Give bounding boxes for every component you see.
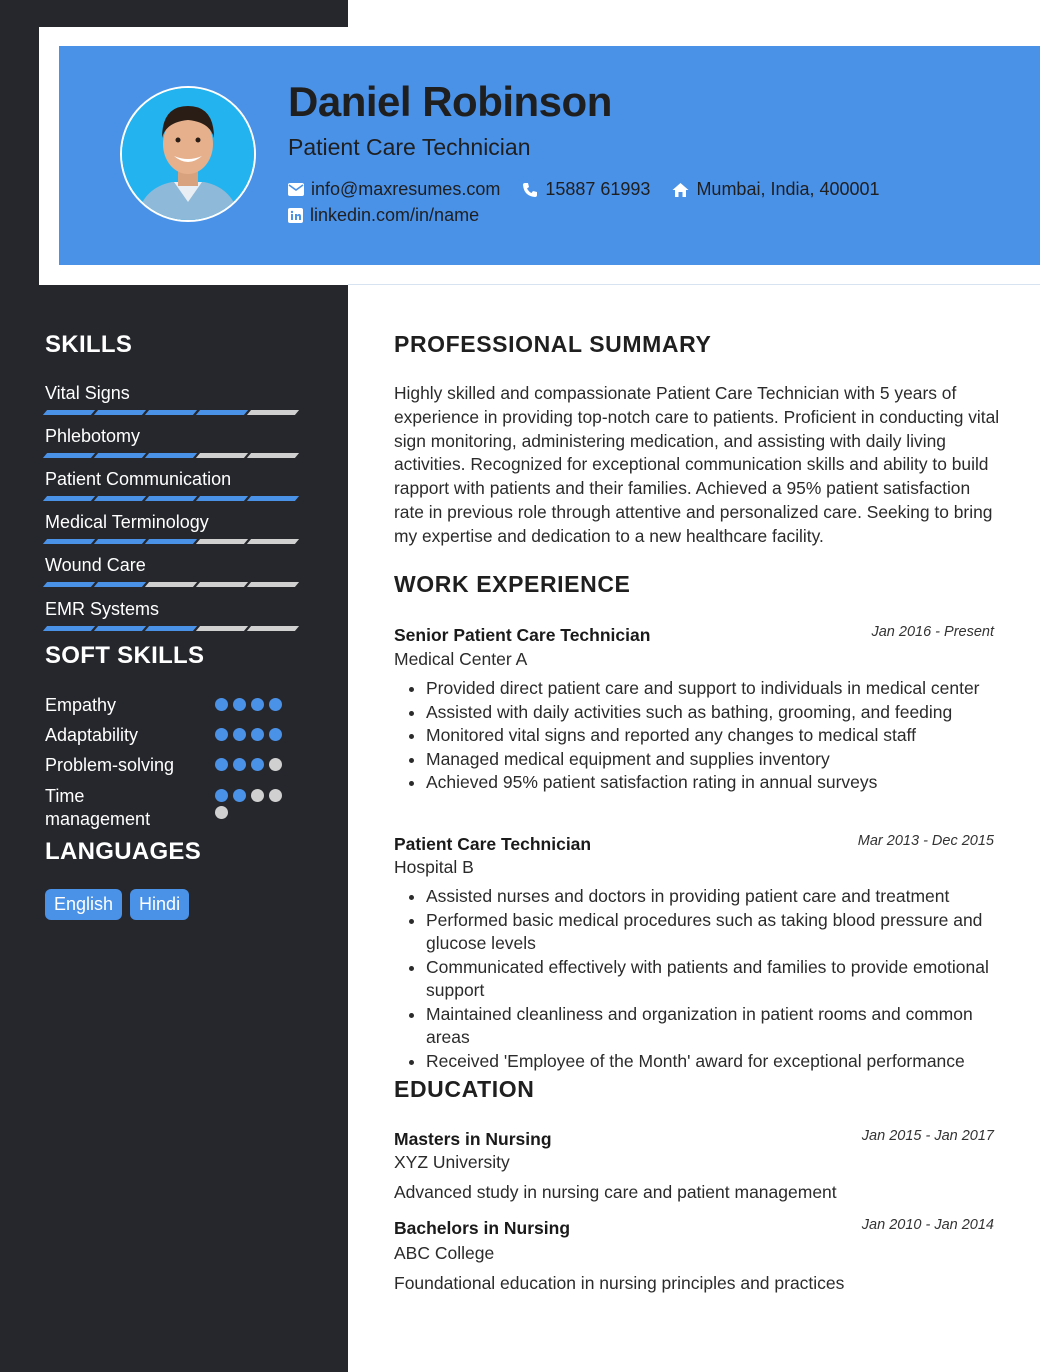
skill-level-segment: [43, 539, 95, 544]
education-description: Advanced study in nursing care and patient management: [394, 1182, 837, 1202]
soft-skill-dot: [215, 789, 228, 802]
skill-level-segment: [196, 453, 248, 458]
job-bullets: [394, 677, 994, 795]
soft-skill-dots: [215, 789, 295, 823]
skill-level-bars: [45, 496, 297, 501]
soft-skill-dot: [233, 789, 246, 802]
soft-skill-dot: [233, 728, 246, 741]
education-description: Foundational education in nursing principles and practices: [394, 1273, 845, 1293]
phone-icon: [522, 182, 538, 198]
skill-item: [45, 512, 301, 533]
skill-level-bars: [45, 453, 297, 458]
home-icon: [672, 182, 689, 197]
header-divider: [348, 284, 1040, 285]
soft-skill-dots: [215, 698, 295, 715]
job-organization: Medical Center A: [394, 649, 528, 669]
skill-name: Medical Terminology: [45, 512, 209, 532]
education-degree: Masters in Nursing: [394, 1129, 552, 1149]
skill-level-segment: [247, 453, 299, 458]
skill-level-segment: [247, 410, 299, 415]
soft-skill-dot: [269, 758, 282, 771]
linkedin-icon: [288, 208, 303, 223]
soft-skill-dots: [215, 728, 295, 745]
job-bullet: • Assisted with daily activities such as bathing, grooming, and feeding: [426, 701, 994, 725]
job-bullet: • Provided direct patient care and support to individuals in medical center: [426, 677, 994, 701]
education-title: EDUCATION: [394, 1076, 535, 1102]
skill-level-segment: [43, 410, 95, 415]
skill-level-segment: [247, 626, 299, 631]
soft-skill-dot: [215, 806, 228, 819]
skill-level-segment: [145, 539, 197, 544]
job-date: Mar 2013 - Dec 2015: [857, 833, 994, 849]
job-bullet: • Assisted nurses and doctors in providing patient care and treatment: [426, 885, 994, 909]
skill-name: Patient Communication: [45, 469, 232, 489]
avatar: [120, 86, 256, 222]
skill-level-segment: [94, 582, 146, 587]
soft-skill-dot: [269, 698, 282, 711]
contact-linkedin-text: linkedin.com/in/name: [310, 205, 480, 225]
contact-phone[interactable]: [522, 179, 650, 200]
job-bullet: • Communicated effectively with patients and families to provide emotional support: [426, 956, 994, 1003]
contact-linkedin[interactable]: [288, 205, 479, 226]
skill-level-segment: [247, 582, 299, 587]
soft-skill-name: Adaptability: [45, 725, 139, 745]
soft-skill-dot: [215, 728, 228, 741]
avatar-portrait-icon: [122, 88, 254, 220]
contact-row: [288, 179, 902, 200]
skill-level-segment: [94, 410, 146, 415]
skill-name: Vital Signs: [45, 383, 130, 403]
soft-skills-title: SOFT SKILLS: [45, 642, 205, 669]
skill-item: [45, 599, 301, 620]
soft-skill-dot: [251, 758, 264, 771]
skill-level-segment: [43, 626, 95, 631]
job-bullet: • Managed medical equipment and supplies inventory: [426, 748, 994, 772]
summary-title: PROFESSIONAL SUMMARY: [394, 331, 712, 357]
soft-skill-dot: [233, 698, 246, 711]
contact-address-text: Mumbai, India, 400001: [696, 179, 880, 199]
education-school: XYZ University: [394, 1152, 510, 1172]
contact-row-2: [288, 205, 501, 226]
skill-level-segment: [43, 582, 95, 587]
skill-name: Phlebotomy: [45, 426, 141, 446]
soft-skill-name: Empathy: [45, 695, 117, 715]
skill-level-segment: [196, 410, 248, 415]
skill-level-segment: [196, 539, 248, 544]
skill-level-bars: [45, 582, 297, 587]
soft-skill-dot: [251, 728, 264, 741]
education-date: Jan 2015 - Jan 2017: [861, 1128, 994, 1144]
language-badge: Hindi: [130, 889, 189, 920]
skill-level-segment: [94, 496, 146, 501]
skill-item: [45, 383, 301, 404]
soft-skill-dots: [215, 758, 295, 775]
skill-level-segment: [145, 496, 197, 501]
job-bullet: • Performed basic medical procedures such as taking blood pressure and glucose levels: [426, 909, 994, 956]
job-title: Senior Patient Care Technician: [394, 625, 651, 645]
contact-email-text: info@maxresumes.com: [311, 179, 501, 199]
skill-level-segment: [43, 453, 95, 458]
skill-item: [45, 555, 301, 576]
job-bullets: [394, 885, 994, 1073]
skill-level-segment: [43, 496, 95, 501]
candidate-name: Daniel Robinson: [288, 78, 612, 125]
skill-level-segment: [145, 453, 197, 458]
education-school: ABC College: [394, 1243, 495, 1263]
skill-level-segment: [94, 539, 146, 544]
languages-title: LANGUAGES: [45, 838, 202, 865]
languages-list: [45, 889, 189, 920]
soft-skill-name: Time management: [45, 786, 151, 829]
skill-level-segment: [145, 582, 197, 587]
soft-skill-dot: [251, 789, 264, 802]
soft-skill-dot: [251, 698, 264, 711]
soft-skill-dot: [269, 789, 282, 802]
soft-skill-dot: [233, 758, 246, 771]
contact-email[interactable]: [288, 179, 500, 200]
job-bullet: • Monitored vital signs and reported any changes to medical staff: [426, 724, 994, 748]
skill-level-segment: [145, 410, 197, 415]
skill-level-segment: [247, 496, 299, 501]
soft-skill-name: Problem-solving: [45, 755, 175, 775]
skill-level-bars: [45, 539, 297, 544]
skill-item: [45, 426, 301, 447]
candidate-role: Patient Care Technician: [288, 134, 531, 160]
job-title: Patient Care Technician: [394, 834, 592, 854]
skill-level-segment: [145, 626, 197, 631]
contact-phone-text: 15887 61993: [545, 179, 651, 199]
soft-skill-dot: [269, 728, 282, 741]
experience-title: WORK EXPERIENCE: [394, 571, 631, 597]
job-organization: Hospital B: [394, 857, 474, 877]
skill-level-segment: [94, 626, 146, 631]
summary-text: Highly skilled and compassionate Patient Care Technician with 5 years of experience in providing top-notch care to patients. Proficient in conducting vital sign monitoring, administering medication, and assisting with daily living activities. Recognized for exceptional communication skills and ability to build rapport with patients and their families. Achieved a 95% patient satisfaction rate in previous role through attentive and personalized care. Seeking to bring my expertise and dedication to a new healthcare facility.: [394, 383, 1000, 546]
skill-level-segment: [196, 496, 248, 501]
skill-level-segment: [94, 453, 146, 458]
envelope-icon: [288, 183, 304, 196]
skill-level-segment: [196, 582, 248, 587]
job-date: Jan 2016 - Present: [871, 624, 994, 640]
skill-level-bars: [45, 410, 297, 415]
job-bullet: • Received 'Employee of the Month' award for exceptional performance: [426, 1050, 994, 1074]
skills-title: SKILLS: [45, 331, 133, 358]
language-badge: English: [45, 889, 122, 920]
skill-name: EMR Systems: [45, 599, 160, 619]
skill-name: Wound Care: [45, 555, 146, 575]
education-degree: Bachelors in Nursing: [394, 1218, 571, 1238]
skill-level-segment: [247, 539, 299, 544]
job-bullet: • Maintained cleanliness and organization in patient rooms and common areas: [426, 1003, 994, 1050]
soft-skill-dot: [215, 698, 228, 711]
skill-level-bars: [45, 626, 297, 631]
contact-address: [672, 179, 879, 200]
skill-level-segment: [196, 626, 248, 631]
soft-skill-dot: [215, 758, 228, 771]
skill-item: [45, 469, 301, 490]
education-date: Jan 2010 - Jan 2014: [861, 1217, 994, 1233]
job-bullet: • Achieved 95% patient satisfaction rating in annual surveys: [426, 771, 994, 795]
